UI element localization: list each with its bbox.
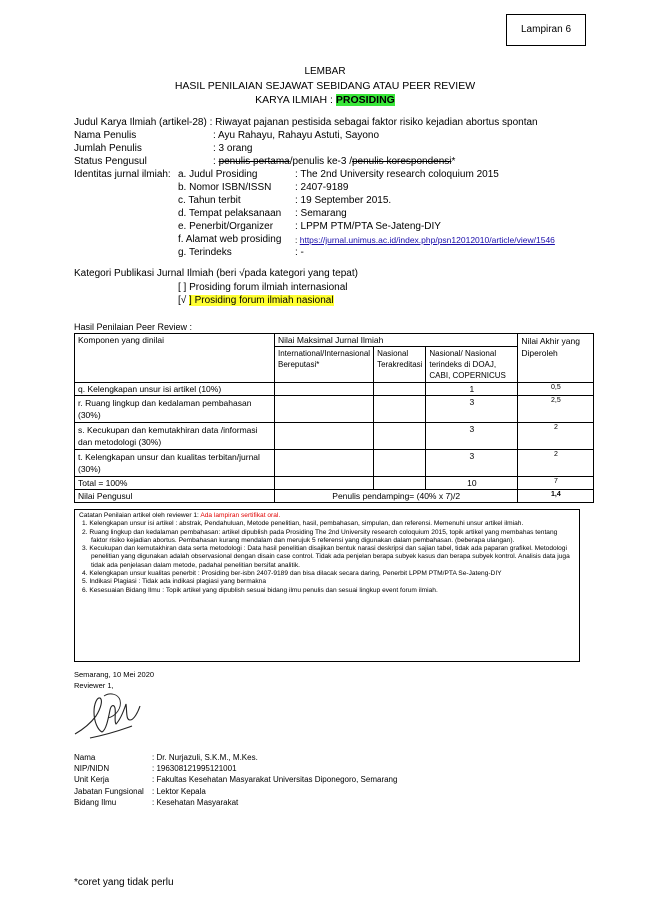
row-max: 3 xyxy=(426,423,518,450)
row-max: 1 xyxy=(426,383,518,396)
identitas-label-b: b. Nomor ISBN/ISSN xyxy=(178,182,272,193)
judul-value: Riwayat pajanan pestisida sebagai faktor risiko kejadian abortus spontan xyxy=(215,117,538,128)
header-line3 xyxy=(0,94,650,106)
row-komponen: t. Kelengkapan unsur dan kualitas terbitan/jurnal (30%) xyxy=(75,450,275,477)
catatan-item-6: 6. Kesesuaian Bidang Ilmu : Topik artikel yang dipublish sesuai bidang ilmu penulis dan sesuai lingkup event forum ilmiah. xyxy=(82,586,438,594)
header-nasional-terindeks: Nasional/ Nasional terindeks di DOAJ, CABI, COPERNICUS xyxy=(426,347,518,383)
kategori-option-nasional xyxy=(178,295,334,306)
sign-label-bidang: Bidang Ilmu xyxy=(74,798,117,807)
status-value xyxy=(213,156,455,167)
cell-empty xyxy=(374,450,426,477)
table-row xyxy=(75,450,594,477)
identitas-value-e: : LPPM PTM/PTA Se-Jateng-DIY xyxy=(295,221,441,232)
row-komponen: s. Kecukupan dan kemutakhiran data /informasi dan metodologi (30%) xyxy=(75,423,275,450)
cell-empty xyxy=(374,396,426,423)
row-nilai: 2 xyxy=(518,450,594,477)
sign-label-unit: Unit Kerja xyxy=(74,775,110,784)
cell-empty xyxy=(374,423,426,450)
table-row xyxy=(75,423,594,450)
total-row xyxy=(75,477,594,490)
lampiran-box: Lampiran 6 xyxy=(506,14,586,46)
footnote: *coret yang tidak perlu xyxy=(74,877,174,888)
row-max: 3 xyxy=(426,450,518,477)
jumlah-label: Jumlah Penulis xyxy=(74,143,142,154)
header-line3-prefix: KARYA ILMIAH : xyxy=(255,94,336,106)
status-strike-2: penulis korespondensi xyxy=(351,156,452,167)
header-internasional: International/Internasional Bereputasi* xyxy=(275,347,374,383)
identitas-label-f: f. Alamat web prosiding xyxy=(178,234,282,245)
sign-label-nip: NIP/NIDN xyxy=(74,764,110,773)
catatan-title-text: Catatan Penilaian artikel oleh reviewer 1: xyxy=(79,512,201,519)
reviewer-label: Reviewer 1, xyxy=(74,681,114,690)
catatan-item-4: 4. Kelengkapan unsur kualitas penerbit : Prosiding ber-isbn 2407-9189 dan bisa dilacak secara daring, Penerbit LPPM PTM/PTA Se-Jateng-DIY xyxy=(82,570,502,578)
sign-label-jabatan: Jabatan Fungsional xyxy=(74,787,144,796)
cell-empty xyxy=(275,396,374,423)
sign-label-nama: Nama xyxy=(74,753,96,762)
identitas-value-a: : The 2nd University research coloquium 2015 xyxy=(295,169,499,180)
total-label: Total = 100% xyxy=(75,477,275,490)
status-strike-1: penulis pertama xyxy=(218,156,290,167)
row-nilai: 2 xyxy=(518,423,594,450)
pengusul-row xyxy=(75,490,594,503)
cell-empty xyxy=(275,423,374,450)
header-nasional-terakreditasi: Nasional Terakreditasi xyxy=(374,347,426,383)
cell-empty xyxy=(275,477,374,490)
status-label: Status Pengusul xyxy=(74,156,147,167)
header-line1: LEMBAR xyxy=(304,66,346,77)
identitas-label-a: a. Judul Prosiding xyxy=(178,169,258,180)
table-row xyxy=(75,396,594,423)
catatan-title xyxy=(79,512,575,520)
pengusul-nilai: 1,4 xyxy=(518,490,594,503)
header-nilai-akhir: Nilai Akhir yang Diperoleh xyxy=(518,334,594,383)
total-max: 10 xyxy=(426,477,518,490)
identitas-label-g: g. Terindeks xyxy=(178,247,232,258)
web-colon: : xyxy=(295,235,300,245)
identitas-label-d: d. Tempat pelaksanaan xyxy=(178,208,282,219)
kategori-title: Kategori Publikasi Jurnal Ilmiah (beri √pada kategori yang tepat) xyxy=(74,268,358,279)
catatan-item-3: 3. Kecukupan dan kemutakhiran data serta metodologi : Data hasil penelitian disajikan bentuk narasi deskripsi dan sajian tabel, tidak ada paparan grafikel. Metodologi penelitian yang digunakan adalah observasional dengan disain case control. Tidak ada penjelan berapa subyek kasus dan berapa subyek kontrol. Analisis data juga tidak ada penjelasan dalam metode, padahal penelitian bersifat analitik. xyxy=(82,545,570,569)
catatan-item-1: 1. Kelengkapan unsur isi artikel : abstrak, Pendahuluan, Metode penelitian, hasil, pembahasan, simpulan, dan referensi. Memenuhi unsur artikel ilmiah. xyxy=(82,520,524,528)
row-nilai: 0,5 xyxy=(518,383,594,396)
check-mark: [√ xyxy=(178,295,190,306)
identitas-label: Identitas jurnal ilmiah: xyxy=(74,169,171,180)
judul-label: Judul Karya Ilmiah (artikel-28) : xyxy=(74,117,216,128)
nasional-highlight: ] Prosiding forum ilmiah nasional xyxy=(189,295,334,306)
hasil-label: Hasil Penilaian Peer Review : xyxy=(74,322,193,332)
cell-empty xyxy=(275,450,374,477)
identitas-label-e: e. Penerbit/Organizer xyxy=(178,221,274,232)
table-row xyxy=(75,383,594,396)
row-komponen: q. Kelengkapan unsur isi artikel (10%) xyxy=(75,383,275,396)
identitas-label-c: c. Tahun terbit xyxy=(178,195,241,206)
pengusul-label: Nilai Pengusul xyxy=(75,490,275,503)
status-mid: /penulis ke-3 / xyxy=(289,156,352,167)
sign-value-nama: : Dr. Nurjazuli, S.K.M., M.Kes. xyxy=(152,753,258,762)
catatan-box xyxy=(74,509,580,662)
sign-value-jabatan: : Lektor Kepala xyxy=(152,787,206,796)
web-prosiding-link[interactable]: https://jurnal.unimus.ac.id/index.php/psn12012010/article/view/1546 xyxy=(299,235,555,245)
sign-value-nip: : 196308121995121001 xyxy=(152,764,237,773)
identitas-value-b: : 2407-9189 xyxy=(295,182,349,193)
sign-value-bidang: : Kesehatan Masyarakat xyxy=(152,798,239,807)
catatan-item-5: 5. Indikasi Plagiasi : Tidak ada indikasi plagiasi yang bermakna xyxy=(82,578,266,586)
sign-value-unit: : Fakultas Kesehatan Masyarakat Universitas Diponegoro, Semarang xyxy=(152,775,398,784)
score-table xyxy=(74,333,594,503)
prosiding-highlight: PROSIDING xyxy=(335,94,395,106)
jumlah-value: : 3 orang xyxy=(213,143,253,154)
judul-row xyxy=(74,117,538,128)
cell-empty xyxy=(275,383,374,396)
penulis-label: Nama Penulis xyxy=(74,130,137,141)
status-star: * xyxy=(451,156,456,167)
catatan-title-red: Ada lampiran sertifikat oral. xyxy=(200,512,281,519)
row-nilai: 2,5 xyxy=(518,396,594,423)
place-date: Semarang, 10 Mei 2020 xyxy=(74,670,155,679)
penulis-value: : Ayu Rahayu, Rahayu Astuti, Sayono xyxy=(213,130,380,141)
status-colon: : xyxy=(213,156,219,167)
header-komponen: Komponen yang dinilai xyxy=(75,334,275,383)
cell-empty xyxy=(374,383,426,396)
total-nilai: 7 xyxy=(518,477,594,490)
identitas-value-f xyxy=(295,235,555,245)
row-komponen: r. Ruang lingkup dan kedalaman pembahasan (30%) xyxy=(75,396,275,423)
identitas-value-c: : 19 September 2015. xyxy=(295,195,392,206)
pengusul-formula: Penulis pendamping= (40% x 7)/2 xyxy=(275,490,518,503)
cell-empty xyxy=(374,477,426,490)
identitas-value-g: : - xyxy=(295,247,304,258)
kategori-option-internasional: [ ] Prosiding forum ilmiah internasional xyxy=(178,282,348,293)
row-max: 3 xyxy=(426,396,518,423)
header-line2: HASIL PENILAIAN SEJAWAT SEBIDANG ATAU PEER REVIEW xyxy=(174,80,476,92)
signature-image xyxy=(70,690,150,742)
identitas-value-d: : Semarang xyxy=(295,208,347,219)
catatan-item-2: 2. Ruang lingkup dan kedalaman pembahasan: artikel dipublish pada Prosiding The 2nd University research coloquium 2015, topik artikel yang membahas tentang faktor risiko kejadian abortus. Pembahasan kurang mendalam dan merujuk 5 referensi yang digunakan dalam pembahasan. (beberapa ulangan). xyxy=(82,528,558,544)
header-nilai-maksimal: Nilai Maksimal Jurnal Ilmiah xyxy=(275,334,518,347)
